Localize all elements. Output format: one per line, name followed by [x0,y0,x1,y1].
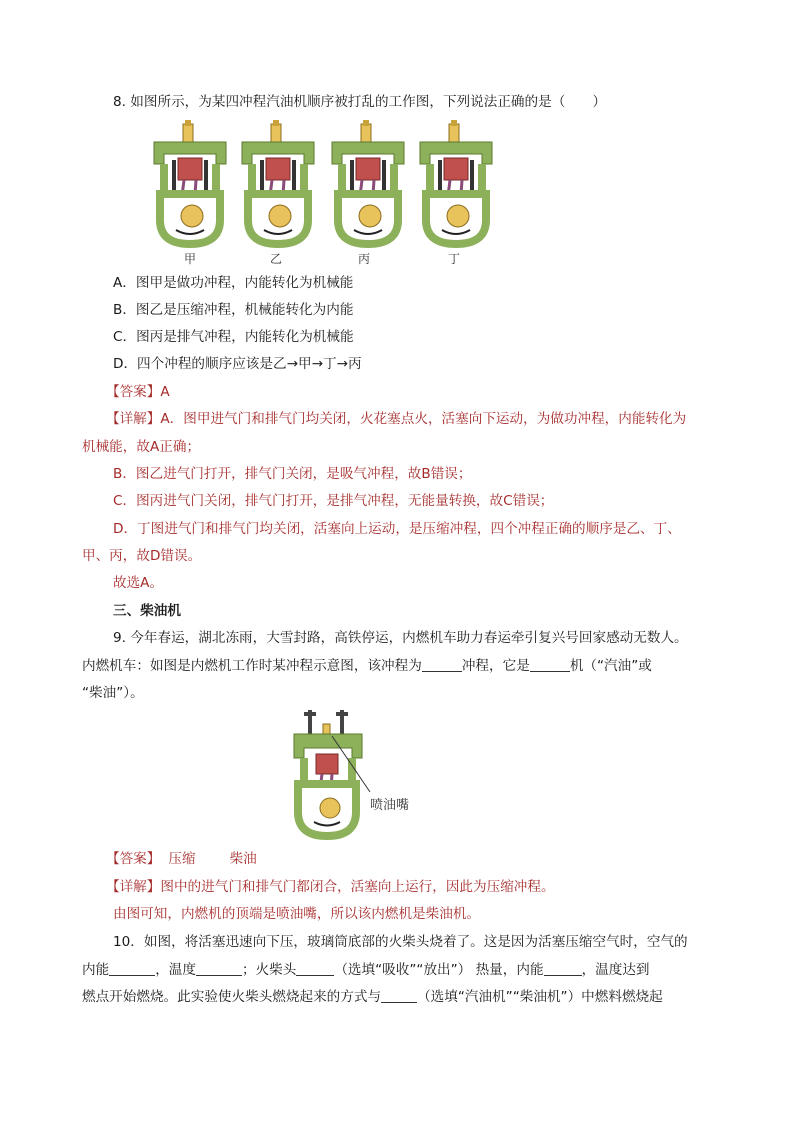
caption-bing: 丙 [358,252,371,266]
q8-option-b: B．图乙是压缩冲程，机械能转化为内能 [113,302,354,318]
q10-l3-b: （选填“汽油机”“柴油机”）中燃料燃烧起 [417,989,663,1005]
q9-line-2 [82,656,652,676]
q10-l2-b: ，温度 [155,962,196,978]
q8-detail-line-4: C．图丙进气门关闭，排气门打开，是排气冲程，无能量转换，故C错误； [113,493,554,509]
q9-answer-1: 压缩 [168,851,196,867]
q10-line-2 [82,960,650,980]
q8-option-a: A．图甲是做功冲程，内能转化为机械能 [113,275,354,291]
q10-l2-e: ，温度达到 [581,962,650,978]
q9-line-3: “柴油”）。 [82,685,144,701]
q9-line-2-c: 机（“汽油”或 [569,658,652,674]
section-heading: 三、柴油机 [113,603,181,619]
engine-diagram-ding [416,120,496,248]
q9-blank-1[interactable] [422,656,462,672]
q9-detail-line-2: 由图可知，内燃机的顶端是喷油嘴，所以该内燃机是柴油机。 [113,906,481,922]
q10-l2-a: 内能 [82,962,110,978]
q9-line-2-b: 冲程，它是 [461,658,530,674]
nozzle-label: 喷油嘴 [370,798,410,813]
q8-detail-line-5: D．丁图进气门和排气门均关闭，活塞向上运动，是压缩冲程，四个冲程正确的顺序是乙、丁、 [113,521,681,537]
q8-answer-value: A [160,384,170,400]
q9-detail-text-1: 图中的进气门和排气门都闭合，活塞向上运行，因此为压缩冲程。 [160,879,555,895]
engine-diagram-yi [238,120,318,248]
q9-answer-2: 柴油 [229,851,257,867]
q9-answer-label: 【答案】 [106,851,161,867]
q8-detail-text-1: A．图甲进气门和排气门均关闭，火花塞点火，活塞向下运动，为做功冲程，内能转化为 [160,411,687,427]
caption-yi: 乙 [270,252,283,266]
q10-line-3 [82,987,663,1007]
q8-detail-line-6: 甲、丙，故D错误。 [82,548,202,564]
q10-line-1: 10．如图，将活塞迅速向下压，玻璃筒底部的火柴头烧着了。这是因为活塞压缩空气时，空气的 [113,934,688,950]
q8-conclusion: 故选A。 [113,575,164,591]
q9-line-1: 9. 今年春运，湖北冻雨，大雪封路，高铁停运，内燃机车助力春运牵引复兴号回家感动无数人。 [113,630,688,646]
q8-detail-line-3: B．图乙进气门打开，排气门关闭，是吸气冲程，故B错误； [113,466,472,482]
q9-answer [106,849,257,869]
q10-blank-5[interactable] [381,987,417,1003]
q9-blank-2[interactable] [530,656,570,672]
q8-answer [106,382,170,402]
q9-line-2-a: 内燃机车：如图是内燃机工作时某冲程示意图，该冲程为 [82,658,422,674]
q9-detail-label: 【详解】 [106,879,161,895]
q10-blank-2[interactable] [196,960,242,976]
q10-blank-4[interactable] [544,960,582,976]
q9-detail-line-1 [106,877,555,897]
q10-blank-1[interactable] [109,960,155,976]
q8-answer-label: 【答案】 [106,384,161,400]
q8-detail-line-2: 机械能，故A正确； [82,439,201,455]
engine-diagram-jia [150,120,230,248]
q10-l3-a: 燃点开始燃烧。此实验使火柴头燃烧起来的方式与 [82,989,382,1005]
q8-option-d: D．四个冲程的顺序应该是乙→甲→丁→丙 [113,356,362,372]
q10-blank-3[interactable] [296,960,334,976]
q8-detail-label: 【详解】 [106,411,161,427]
caption-ding: 丁 [448,252,461,266]
q10-l2-d: （选填“吸收”“放出”） 热量，内能 [334,962,544,978]
q8-stem: 8. 如图所示，为某四冲程汽油机顺序被打乱的工作图，下列说法正确的是（ ） [113,94,607,110]
q8-detail-line-1 [106,409,686,429]
q10-l2-c: ；火柴头 [241,962,297,978]
caption-jia: 甲 [184,252,197,266]
engine-diagram-bing [328,120,408,248]
diesel-engine-diagram [290,708,390,842]
q8-option-c: C．图丙是排气冲程，内能转化为机械能 [113,329,354,345]
